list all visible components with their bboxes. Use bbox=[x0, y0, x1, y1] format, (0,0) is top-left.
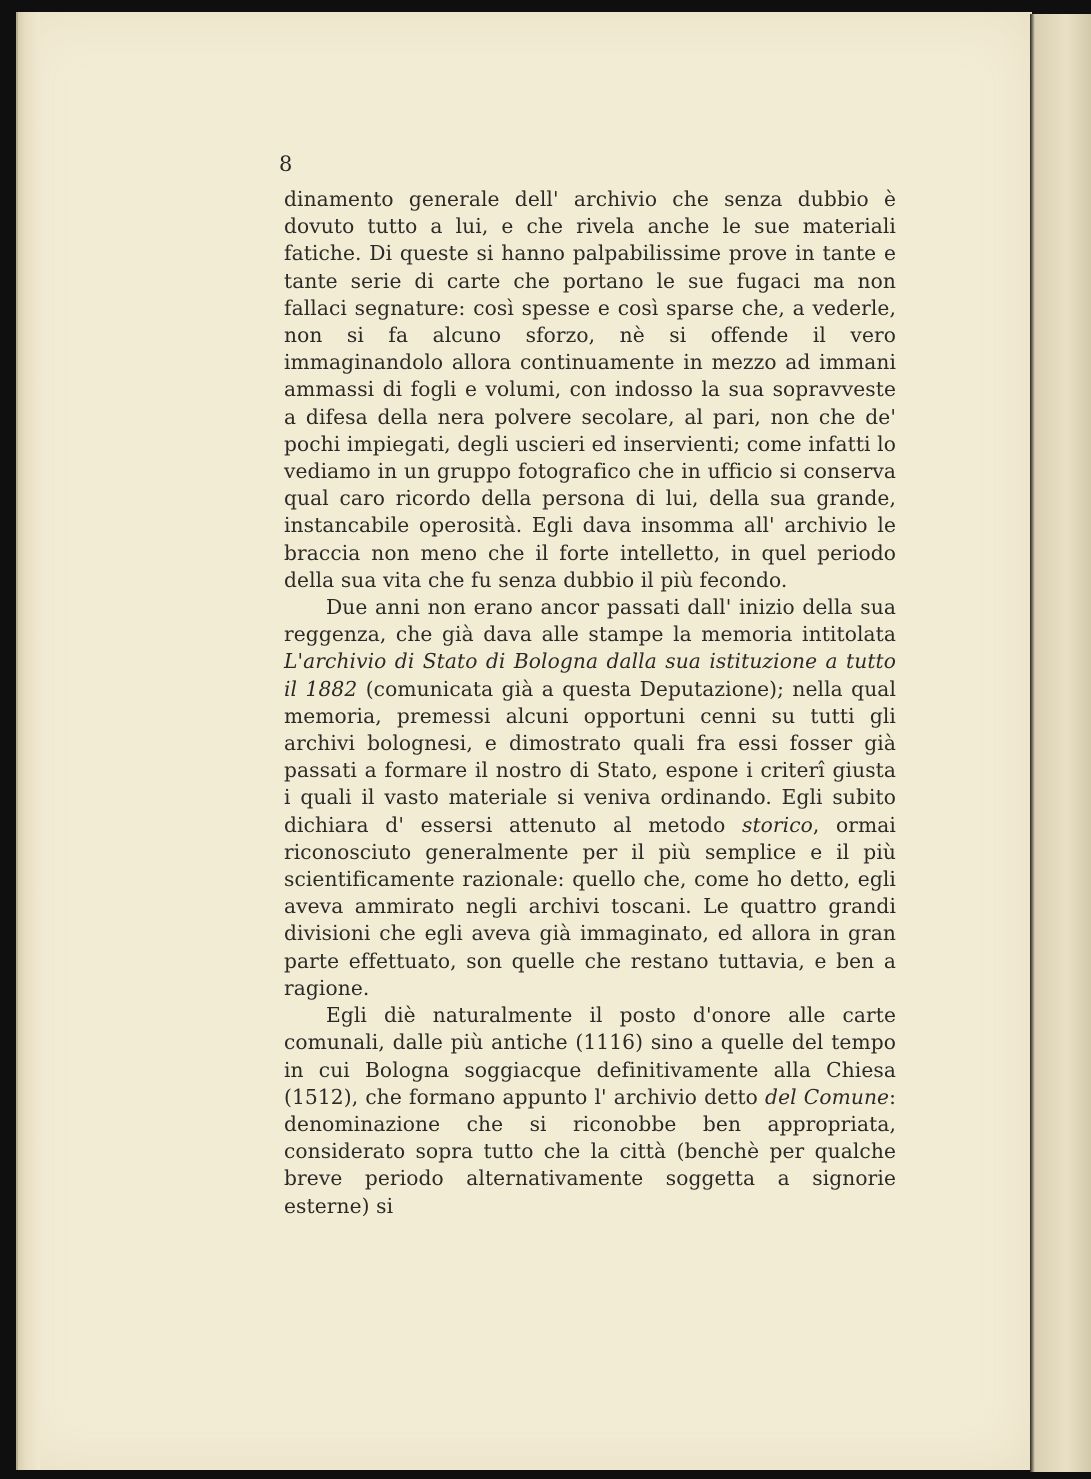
paragraph-2 bbox=[284, 594, 896, 1002]
page-binding-edge bbox=[16, 12, 40, 1470]
paragraph-3-text-b: : denominazione che si riconobbe ben appropriata, considerato sopra tutto che la città (benchè per qualche breve periodo alternativamente soggetta a signorie esterne) si bbox=[284, 1084, 896, 1218]
paragraph-2-text-b: (comunicata già a questa Deputazione); nella qual memoria, premessi alcuni opportuni cenni su tutti gli archivi bolognesi, e dimostrato quali fra essi fosser già passati a formare il nostro di Stato, espone i criterî giusta i quali il vasto materiale si veniva ordinando. Egli subito dichiara d' essersi attenuto al metodo bbox=[284, 676, 897, 837]
paragraph-3-comune-italic: del Comune bbox=[765, 1084, 890, 1109]
body-text bbox=[284, 186, 896, 1220]
next-page-edge bbox=[1030, 14, 1091, 1472]
paragraph-2-text-a: Due anni non erano ancor passati dall' inizio della sua reggenza, che già dava alle stampe la memoria intitolata bbox=[284, 595, 896, 647]
paragraph-3 bbox=[284, 1002, 896, 1220]
paragraph-2-title-italic: L'archivio di Stato di Bologna dalla sua istituzione a tutto il 1882 bbox=[284, 649, 896, 701]
paragraph-1-text: dinamento generale dell' archivio che senza dubbio è dovuto tutto a lui, e che rivela anche le sue materiali fatiche. Di queste si hanno palpabilissime prove in tante e tante serie di carte che portano le sue fugaci ma non fallaci segnature: così spesse e così sparse che, a vederle, non si fa alcuno sforzo, nè si offende il vero immaginandolo allora continuamente in mezzo ad immani ammassi di fogli e volumi, con indosso la sua sopravveste a difesa della nera polvere secolare, al pari, non che de' pochi impiegati, degli uscieri ed inservienti; come infatti lo vediamo in un gruppo fotografico che in ufficio si conserva qual caro ricordo della persona di lui, della sua grande, instancabile operosità. Egli dava insomma all' archivio le braccia non meno che il forte intelletto, in quel periodo della sua vita che fu senza dubbio il più fecondo. bbox=[284, 187, 896, 592]
paragraph-2-storico-italic: storico bbox=[741, 812, 813, 837]
paragraph-2-text-c: , ormai riconosciuto generalmente per il più semplice e il più scientificamente razionale: quello che, come ho detto, egli aveva ammirato negli archivi toscani. Le quattro grandi divisioni che egli aveva già immaginato, ed allora in gran parte effettuato, son quelle che restano tuttavia, e ben a ragione. bbox=[284, 812, 896, 1000]
paragraph-3-text-a: Egli diè naturalmente il posto d'onore alle carte comunali, dalle più antiche (1116) sino a quelle del tempo in cui Bologna soggiacque definitivamente alla Chiesa (1512), che formano appunto l' archivio detto bbox=[284, 1003, 896, 1109]
paragraph-1 bbox=[284, 186, 896, 594]
page-number: 8 bbox=[279, 152, 293, 176]
